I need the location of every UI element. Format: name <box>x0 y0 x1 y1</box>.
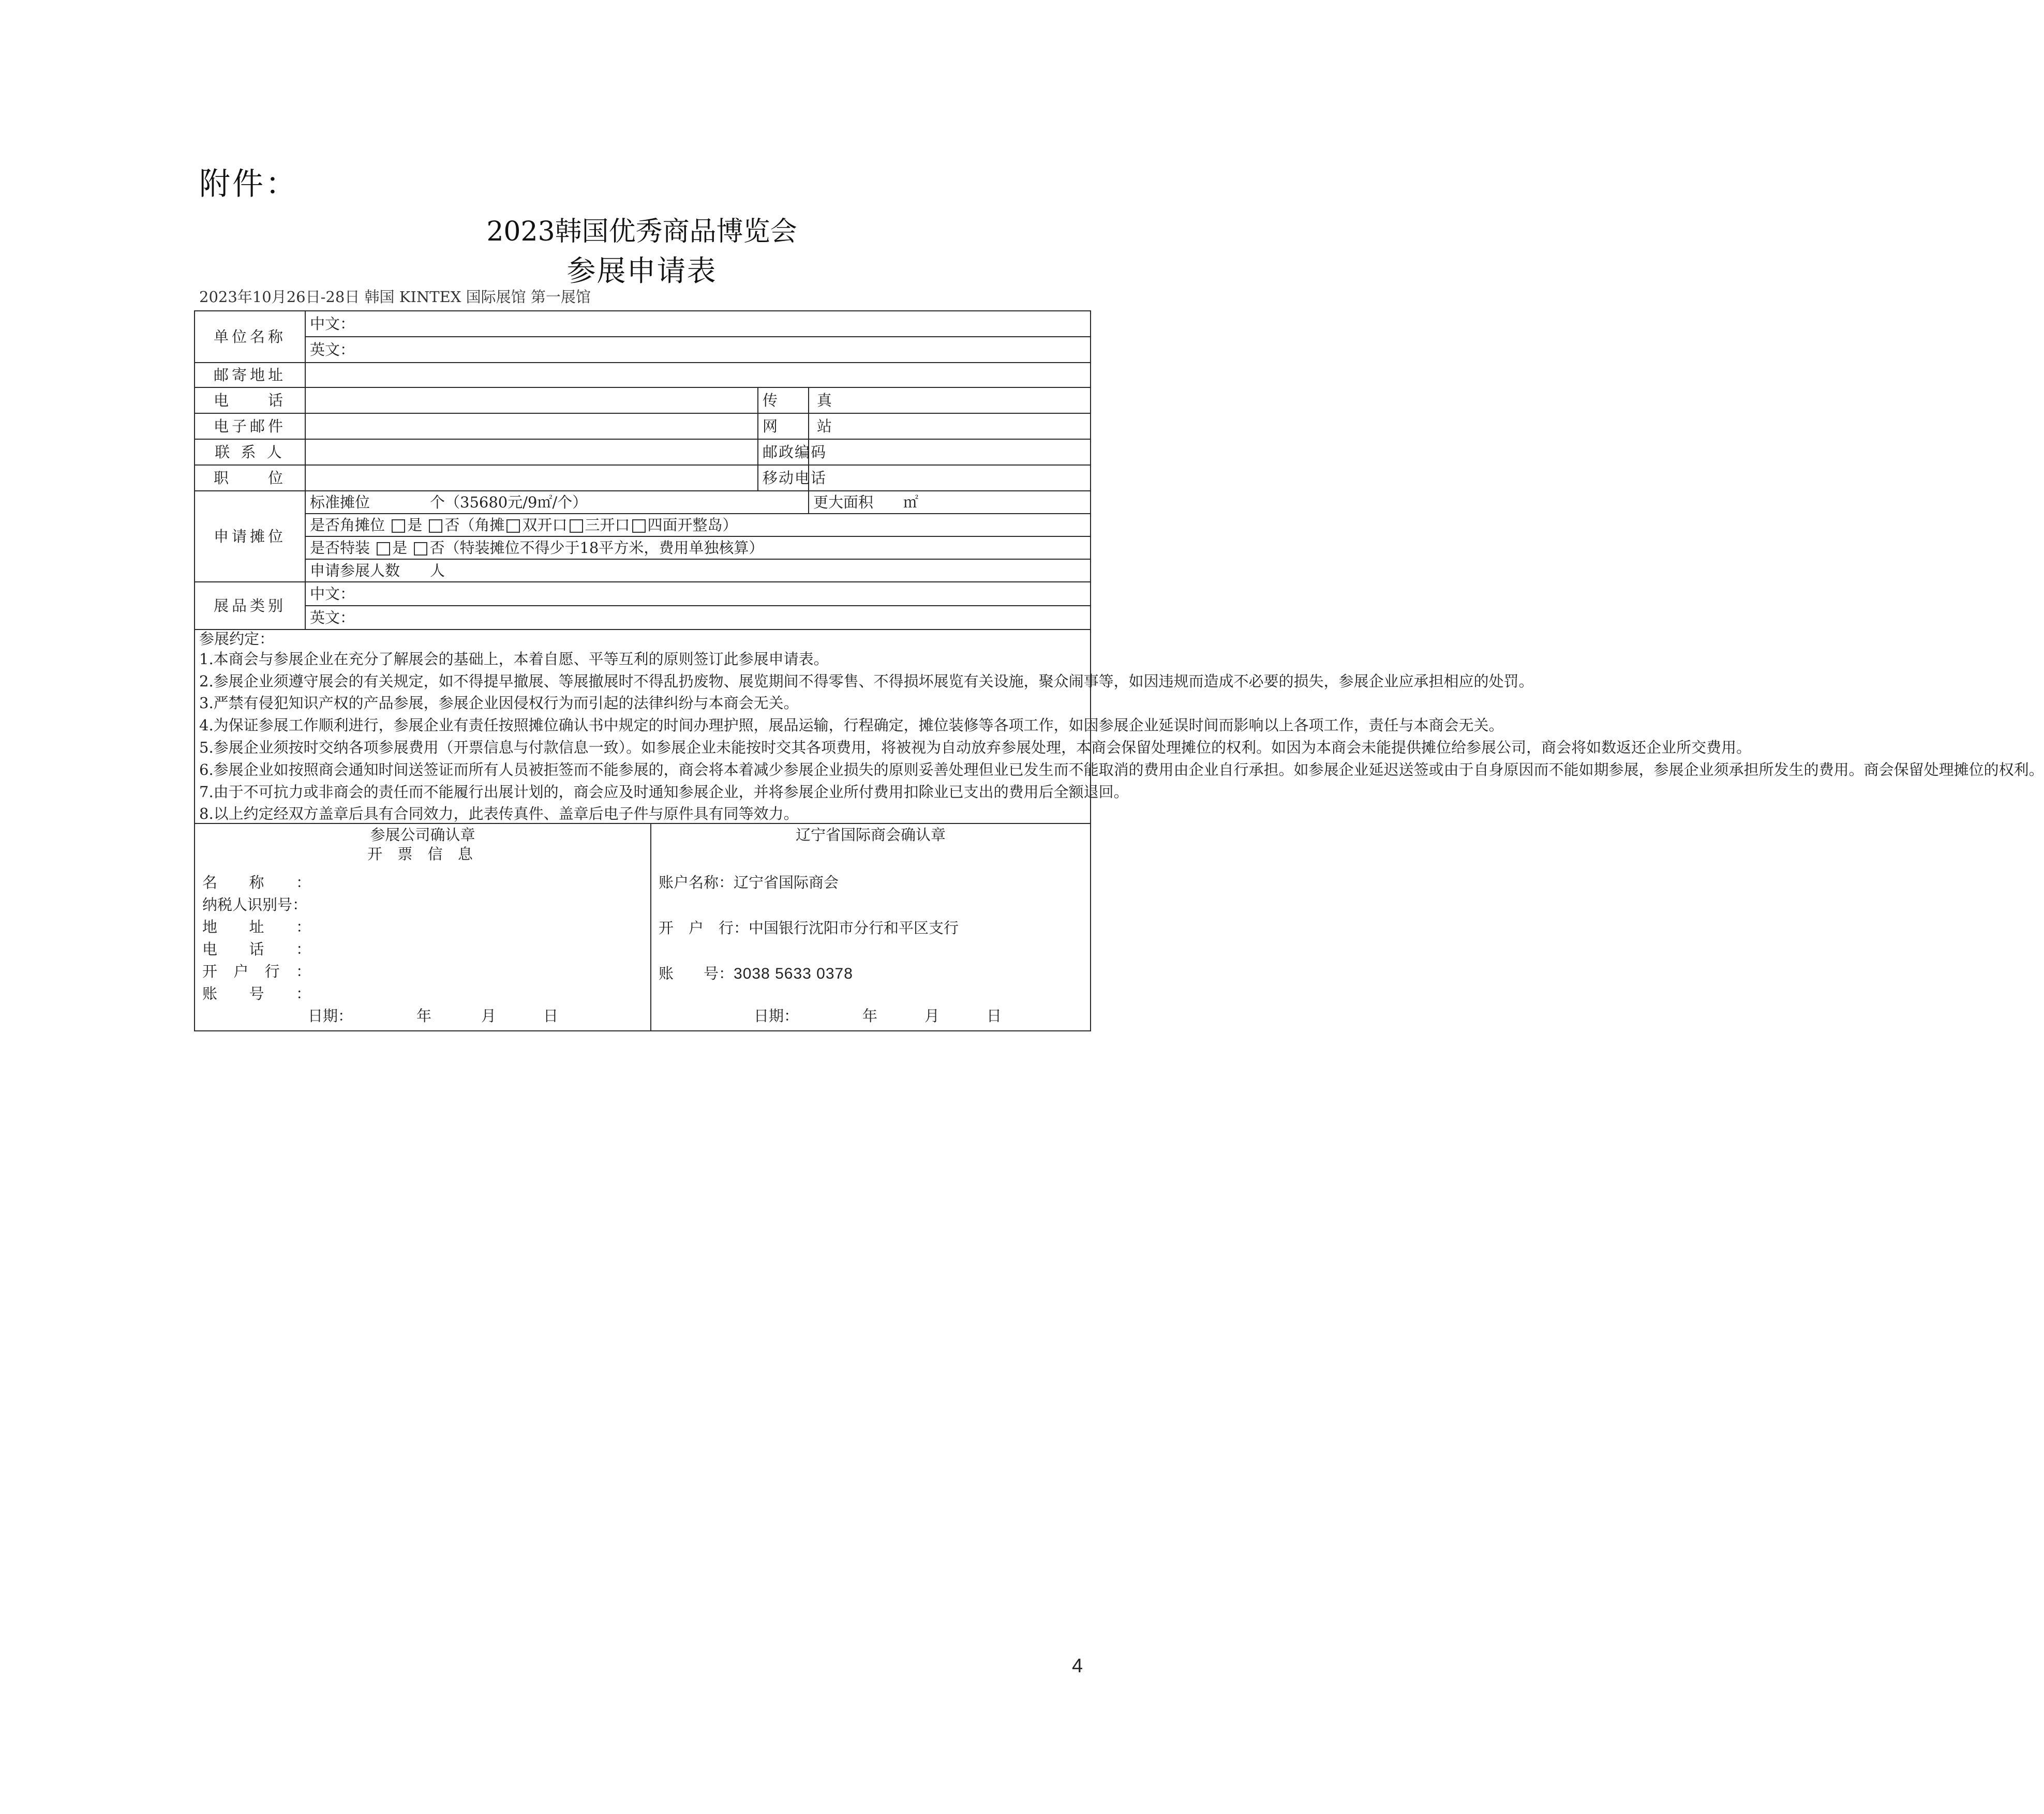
mail-address-label: 邮寄地址 <box>195 363 305 387</box>
invoice-phone-row[interactable] <box>202 940 311 958</box>
website-label: 网 站 <box>758 413 809 439</box>
invoice-name-label: 名称： <box>202 874 311 892</box>
invoice-bank-row[interactable] <box>202 963 311 981</box>
postcode-label: 邮政编码 <box>758 439 809 465</box>
page-title: 2023韩国优秀商品博览会 <box>486 216 797 247</box>
chinese-label: 中文： <box>310 584 355 603</box>
event-date-venue: 2023年10月26日-28日 韩国 KINTEX 国际展馆 第一展馆 <box>199 288 591 306</box>
year-label: 年 <box>416 1007 432 1025</box>
contact-label: 联 系 人 <box>195 439 305 465</box>
english-label: 英文： <box>310 608 355 626</box>
larger-area-text: 更大面积 ㎡ <box>813 493 919 511</box>
mobile-field[interactable] <box>809 465 1091 491</box>
attendees-text: 申请参展人数 人 <box>310 561 445 579</box>
invoice-address-label: 地址： <box>202 918 311 936</box>
agreement-item: 1.本商会与参展企业在充分了解展会的基础上，本着自愿、平等互利的原则签订此参展申请表。 <box>199 650 829 668</box>
account-number-value: 3038 5633 0378 <box>734 965 853 983</box>
double-open-checkbox[interactable] <box>506 519 520 533</box>
postcode-field[interactable] <box>809 439 1091 465</box>
agreement-item: 5.参展企业须按时交纳各项参展费用（开票信息与付款信息一致）。如参展企业未能按时交其各项费用，将被视为自动放弃参展处理，本商会保留处理摊位的权利。如因为本商会未能提供摊位给参展公司，商会将如数返还企业所交费用。 <box>199 738 1752 756</box>
special-booth-row <box>305 536 1091 559</box>
corner-no-label: 否（角摊 <box>444 516 505 534</box>
corner-booth-row <box>305 514 1091 536</box>
special-no-label: 否（特装摊位不得少于18平方米，费用单独核算） <box>429 538 764 557</box>
chamber-stamp-title: 辽宁省国际商会确认章 <box>796 826 946 844</box>
website-field[interactable] <box>809 413 1091 439</box>
attendees-field[interactable] <box>305 559 1091 582</box>
triple-open-label: 三开口 <box>585 516 630 534</box>
english-label: 英文： <box>310 340 355 358</box>
corner-no-checkbox[interactable] <box>429 519 442 533</box>
invoice-account-label: 账号： <box>202 985 311 1003</box>
unit-name-label: 单位名称 <box>195 311 305 363</box>
chamber-confirmation-section <box>651 823 1091 1031</box>
corner-booth-label: 是否角摊位 <box>310 516 385 534</box>
account-number-row <box>659 965 853 983</box>
yes-label: 是 <box>407 516 423 534</box>
invoice-taxid-label: 纳税人识别号： <box>202 896 308 914</box>
account-name-label: 账户名称： <box>659 874 734 892</box>
invoice-bank-label: 开户行： <box>202 963 311 981</box>
position-field[interactable] <box>305 465 758 491</box>
form-title: 参展申请表 <box>566 254 717 288</box>
agreement-item: 8.以上约定经双方盖章后具有合同效力，此表传真件、盖章后电子件与原件具有同等效力。 <box>199 805 799 823</box>
bank-label: 开 户 行： <box>659 919 749 937</box>
application-form <box>194 310 2044 1031</box>
invoice-address-row[interactable] <box>202 918 311 936</box>
invoice-name-row[interactable] <box>202 874 311 892</box>
bank-row <box>659 919 959 937</box>
agreement-item: 3.严禁有侵犯知识产权的产品参展，参展企业因侵权行为而引起的法律纠纷与本商会无关。 <box>199 694 799 712</box>
agreement-item: 4.为保证参展工作顺利进行，参展企业有责任按照摊位确认书中规定的时间办理护照，展品运输，行程确定，摊位装修等各项工作，如因参展企业延误时间而影响以上各项工作，责任与本商会无关。 <box>199 716 1504 734</box>
date-label: 日期： <box>308 1007 353 1025</box>
account-number-label: 账 号： <box>659 965 734 983</box>
mail-address-field[interactable] <box>305 363 1091 387</box>
agreement-item: 7.由于不可抗力或非商会的责任而不能履行出展计划的，商会应及时通知参展企业，并将参展企业所付费用扣除业已支出的费用后全额退回。 <box>199 783 1129 801</box>
month-label: 月 <box>924 1007 940 1025</box>
agreement-item: 6.参展企业如按照商会通知时间送签证而所有人员被拒签而不能参展的，商会将本着减少参展企业损失的原则妥善处理但业已发生而不能取消的费用由企业自行承担。如参展企业延迟送签或由于自身原因而不能如期参展，参展企业须承担所发生的费用。商会保留处理摊位的权利。 <box>199 760 2044 778</box>
booth-label: 申请摊位 <box>195 491 305 582</box>
contact-field[interactable] <box>305 439 758 465</box>
phone-label: 电 话 <box>195 387 305 413</box>
invoice-phone-label: 电话： <box>202 940 311 958</box>
special-no-checkbox[interactable] <box>414 542 427 556</box>
double-open-label: 双开口 <box>522 516 568 534</box>
month-label: 月 <box>481 1007 497 1025</box>
triple-open-checkbox[interactable] <box>570 519 583 533</box>
exhibitor-date-row[interactable] <box>308 1007 558 1025</box>
exhibitor-stamp-title: 参展公司确认章 <box>370 826 475 844</box>
special-yes-checkbox[interactable] <box>377 542 390 556</box>
email-field[interactable] <box>305 413 758 439</box>
unit-name-english-field[interactable] <box>305 337 1091 363</box>
four-open-checkbox[interactable] <box>632 519 646 533</box>
invoice-info-title: 开 票 信 息 <box>367 845 478 863</box>
exhibitor-confirmation-section <box>195 823 651 1031</box>
larger-area-field[interactable] <box>809 491 1091 514</box>
chinese-label: 中文： <box>310 314 355 333</box>
mobile-label: 移动电话 <box>758 465 809 491</box>
email-label: 电子邮件 <box>195 413 305 439</box>
account-name-value: 辽宁省国际商会 <box>734 874 839 892</box>
phone-field[interactable] <box>305 387 758 413</box>
fax-field[interactable] <box>809 387 1091 413</box>
agreement-item: 2.参展企业须遵守展会的有关规定，如不得提早撤展、等展撤展时不得乱扔废物、展览期间不得零售、不得损坏展览有关设施，聚众闹事等，如因违规而造成不必要的损失，参展企业应承担相应的处罚。 <box>199 672 1534 690</box>
page-number: 4 <box>1072 1655 1083 1677</box>
invoice-taxid-row[interactable] <box>202 896 307 914</box>
special-yes-label: 是 <box>392 538 408 557</box>
bank-value: 中国银行沈阳市分行和平区支行 <box>749 919 959 937</box>
date-label: 日期： <box>754 1007 799 1025</box>
account-name-row <box>659 874 839 892</box>
fax-label: 传 真 <box>758 387 809 413</box>
special-booth-label: 是否特装 <box>310 538 370 557</box>
exhibit-category-label: 展品类别 <box>195 582 305 629</box>
exhibit-category-chinese-field[interactable] <box>305 582 1091 606</box>
standard-booth-text: 标准摊位 个（35680元/9㎡/个） <box>310 493 588 511</box>
unit-name-chinese-field[interactable] <box>305 311 1091 337</box>
chamber-date-row[interactable] <box>754 1007 1002 1025</box>
day-label: 日 <box>543 1007 559 1025</box>
exhibit-category-english-field[interactable] <box>305 606 1091 629</box>
agreement-section <box>195 629 2044 823</box>
attachment-label: 附件： <box>199 166 299 202</box>
day-label: 日 <box>987 1007 1002 1025</box>
standard-booth-field[interactable] <box>305 491 809 514</box>
invoice-account-row[interactable] <box>202 985 311 1003</box>
four-open-label: 四面开整岛） <box>647 516 738 534</box>
agreement-heading: 参展约定： <box>199 630 275 648</box>
corner-yes-checkbox[interactable] <box>392 519 405 533</box>
year-label: 年 <box>862 1007 878 1025</box>
position-label: 职 位 <box>195 465 305 491</box>
